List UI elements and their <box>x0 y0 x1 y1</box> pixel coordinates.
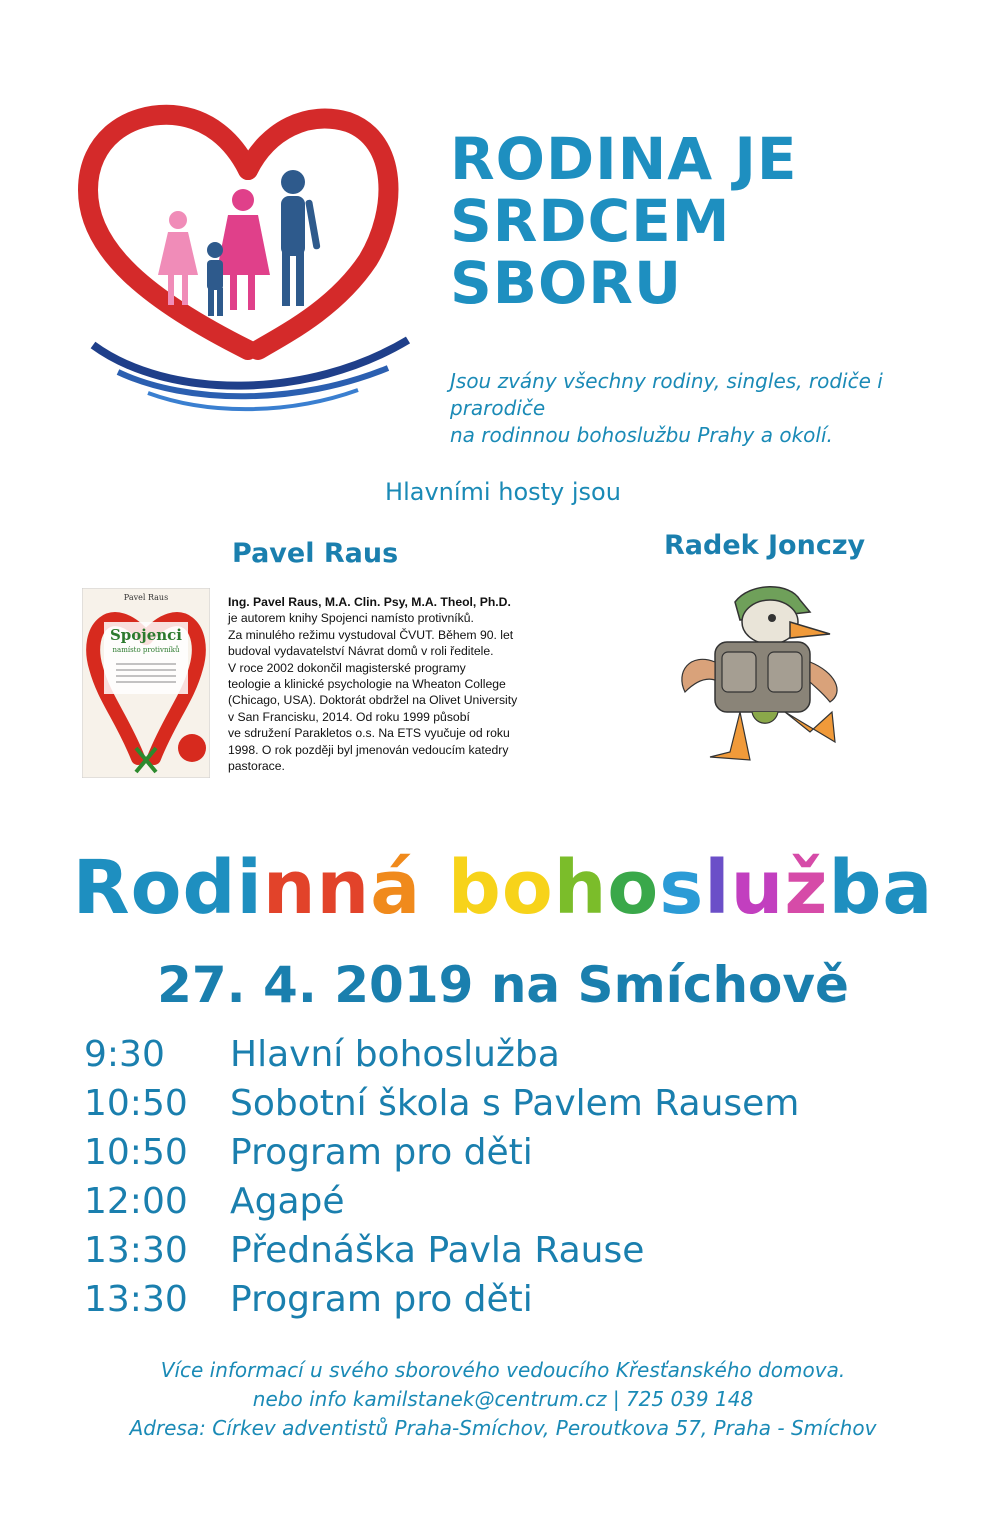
book-author: Pavel Raus <box>123 593 169 602</box>
boy-figure <box>207 242 223 316</box>
host-name-pavel: Pavel Raus <box>232 538 399 569</box>
headline-letter: n <box>262 845 317 931</box>
title-line: RODINA JE <box>450 125 798 193</box>
headline-letter: n <box>316 845 371 931</box>
book-title: Spojenci <box>109 626 183 644</box>
footer-address-line: Adresa: Církev adventistů Praha-Smíchov, Peroutkova 57, Praha - Smíchov <box>129 1416 877 1440</box>
heart-shape-right <box>248 119 388 350</box>
headline-letter: l <box>704 845 731 931</box>
host-bio <box>228 594 550 774</box>
hosts-heading: Hlavními hosty jsou <box>385 478 621 506</box>
book-subtitle: namísto protivníků <box>112 646 180 654</box>
event-headline <box>0 838 1006 938</box>
bio-credentials: Ing. Pavel Raus, M.A. Clin. Psy, M.A. Theol, Ph.D. <box>228 595 511 609</box>
schedule-event: Agapé <box>230 1181 345 1222</box>
headline-letter: u <box>730 845 785 931</box>
mother-figure <box>216 189 270 310</box>
father-figure <box>281 170 321 306</box>
schedule-event: Program pro děti <box>230 1132 533 1173</box>
schedule-item <box>84 1128 964 1177</box>
schedule-item <box>84 1079 964 1128</box>
headline-letter: á <box>370 845 422 931</box>
schedule-item <box>84 1177 964 1226</box>
headline-letter: R <box>72 845 131 931</box>
schedule-event: Sobotní škola s Pavlem Rausem <box>230 1083 800 1124</box>
book-cover-image <box>82 588 210 778</box>
headline-letter: b <box>828 845 883 931</box>
schedule-item <box>84 1226 964 1275</box>
headline-letter: a <box>882 845 934 931</box>
footer-contact-line: nebo info kamilstanek@centrum.cz | 725 039 148 <box>252 1387 754 1411</box>
headline-letter: o <box>501 845 554 931</box>
schedule-time: 13:30 <box>84 1279 188 1320</box>
schedule-time: 10:50 <box>84 1132 188 1173</box>
schedule-item <box>84 1275 964 1324</box>
schedule-time: 12:00 <box>84 1181 188 1222</box>
schedule-event: Program pro děti <box>230 1279 533 1320</box>
schedule-event: Přednáška Pavla Rause <box>230 1230 645 1271</box>
headline-letter: o <box>607 845 660 931</box>
headline-letter: b <box>447 845 502 931</box>
invite-line: Jsou zvány všechny rodiny, singles, rodiče i prarodiče <box>450 369 883 420</box>
schedule-time: 13:30 <box>84 1230 188 1271</box>
contact-footer <box>0 1356 1006 1443</box>
headline-letter: h <box>553 845 608 931</box>
headline-letter: o <box>130 845 183 931</box>
footer-info-line: Více informací u svého sborového vedoucího Křesťanského domova. <box>160 1358 846 1382</box>
schedule-item <box>84 1030 964 1079</box>
duck-illustration <box>660 582 860 782</box>
event-date: 27. 4. 2019 na Smíchově <box>157 956 849 1014</box>
schedule-event: Hlavní bohoslužba <box>230 1034 560 1075</box>
bio-text: je autorem knihy Spojenci namísto protivníků. Za minulého režimu vystudoval ČVUT. Během 90. let budoval vydavatelství Návrat domů v roli ředitele. V roce 2002 dokončil magisterské programy teologie a klinické psychologie na Wheaton College (Chicago, USA). Doktorát obdržel na Olivet University v San Francisku, 2014. Od roku 1999 působí ve sdružení Parakletos o.s. Na ETS vyučuje od roku 1998. O rok později byl jmenován vedoucím katedry pastorace. <box>228 611 518 774</box>
family-heart-logo <box>78 100 418 420</box>
host-name-radek: Radek Jonczy <box>664 530 866 561</box>
schedule-time: 9:30 <box>84 1034 165 1075</box>
headline-letter: s <box>659 845 705 931</box>
schedule-list <box>84 1030 964 1324</box>
title-line: SBORU <box>450 249 683 317</box>
event-title <box>450 125 870 317</box>
title-line: SRDCEM <box>450 187 731 255</box>
invitation-text <box>450 368 970 449</box>
invite-line: na rodinnou bohoslužbu Prahy a okolí. <box>450 423 833 447</box>
headline-letter: d <box>182 845 237 931</box>
schedule-time: 10:50 <box>84 1083 188 1124</box>
headline-letter <box>421 845 448 931</box>
headline-letter: i <box>236 845 263 931</box>
headline-letter: ž <box>784 845 829 931</box>
